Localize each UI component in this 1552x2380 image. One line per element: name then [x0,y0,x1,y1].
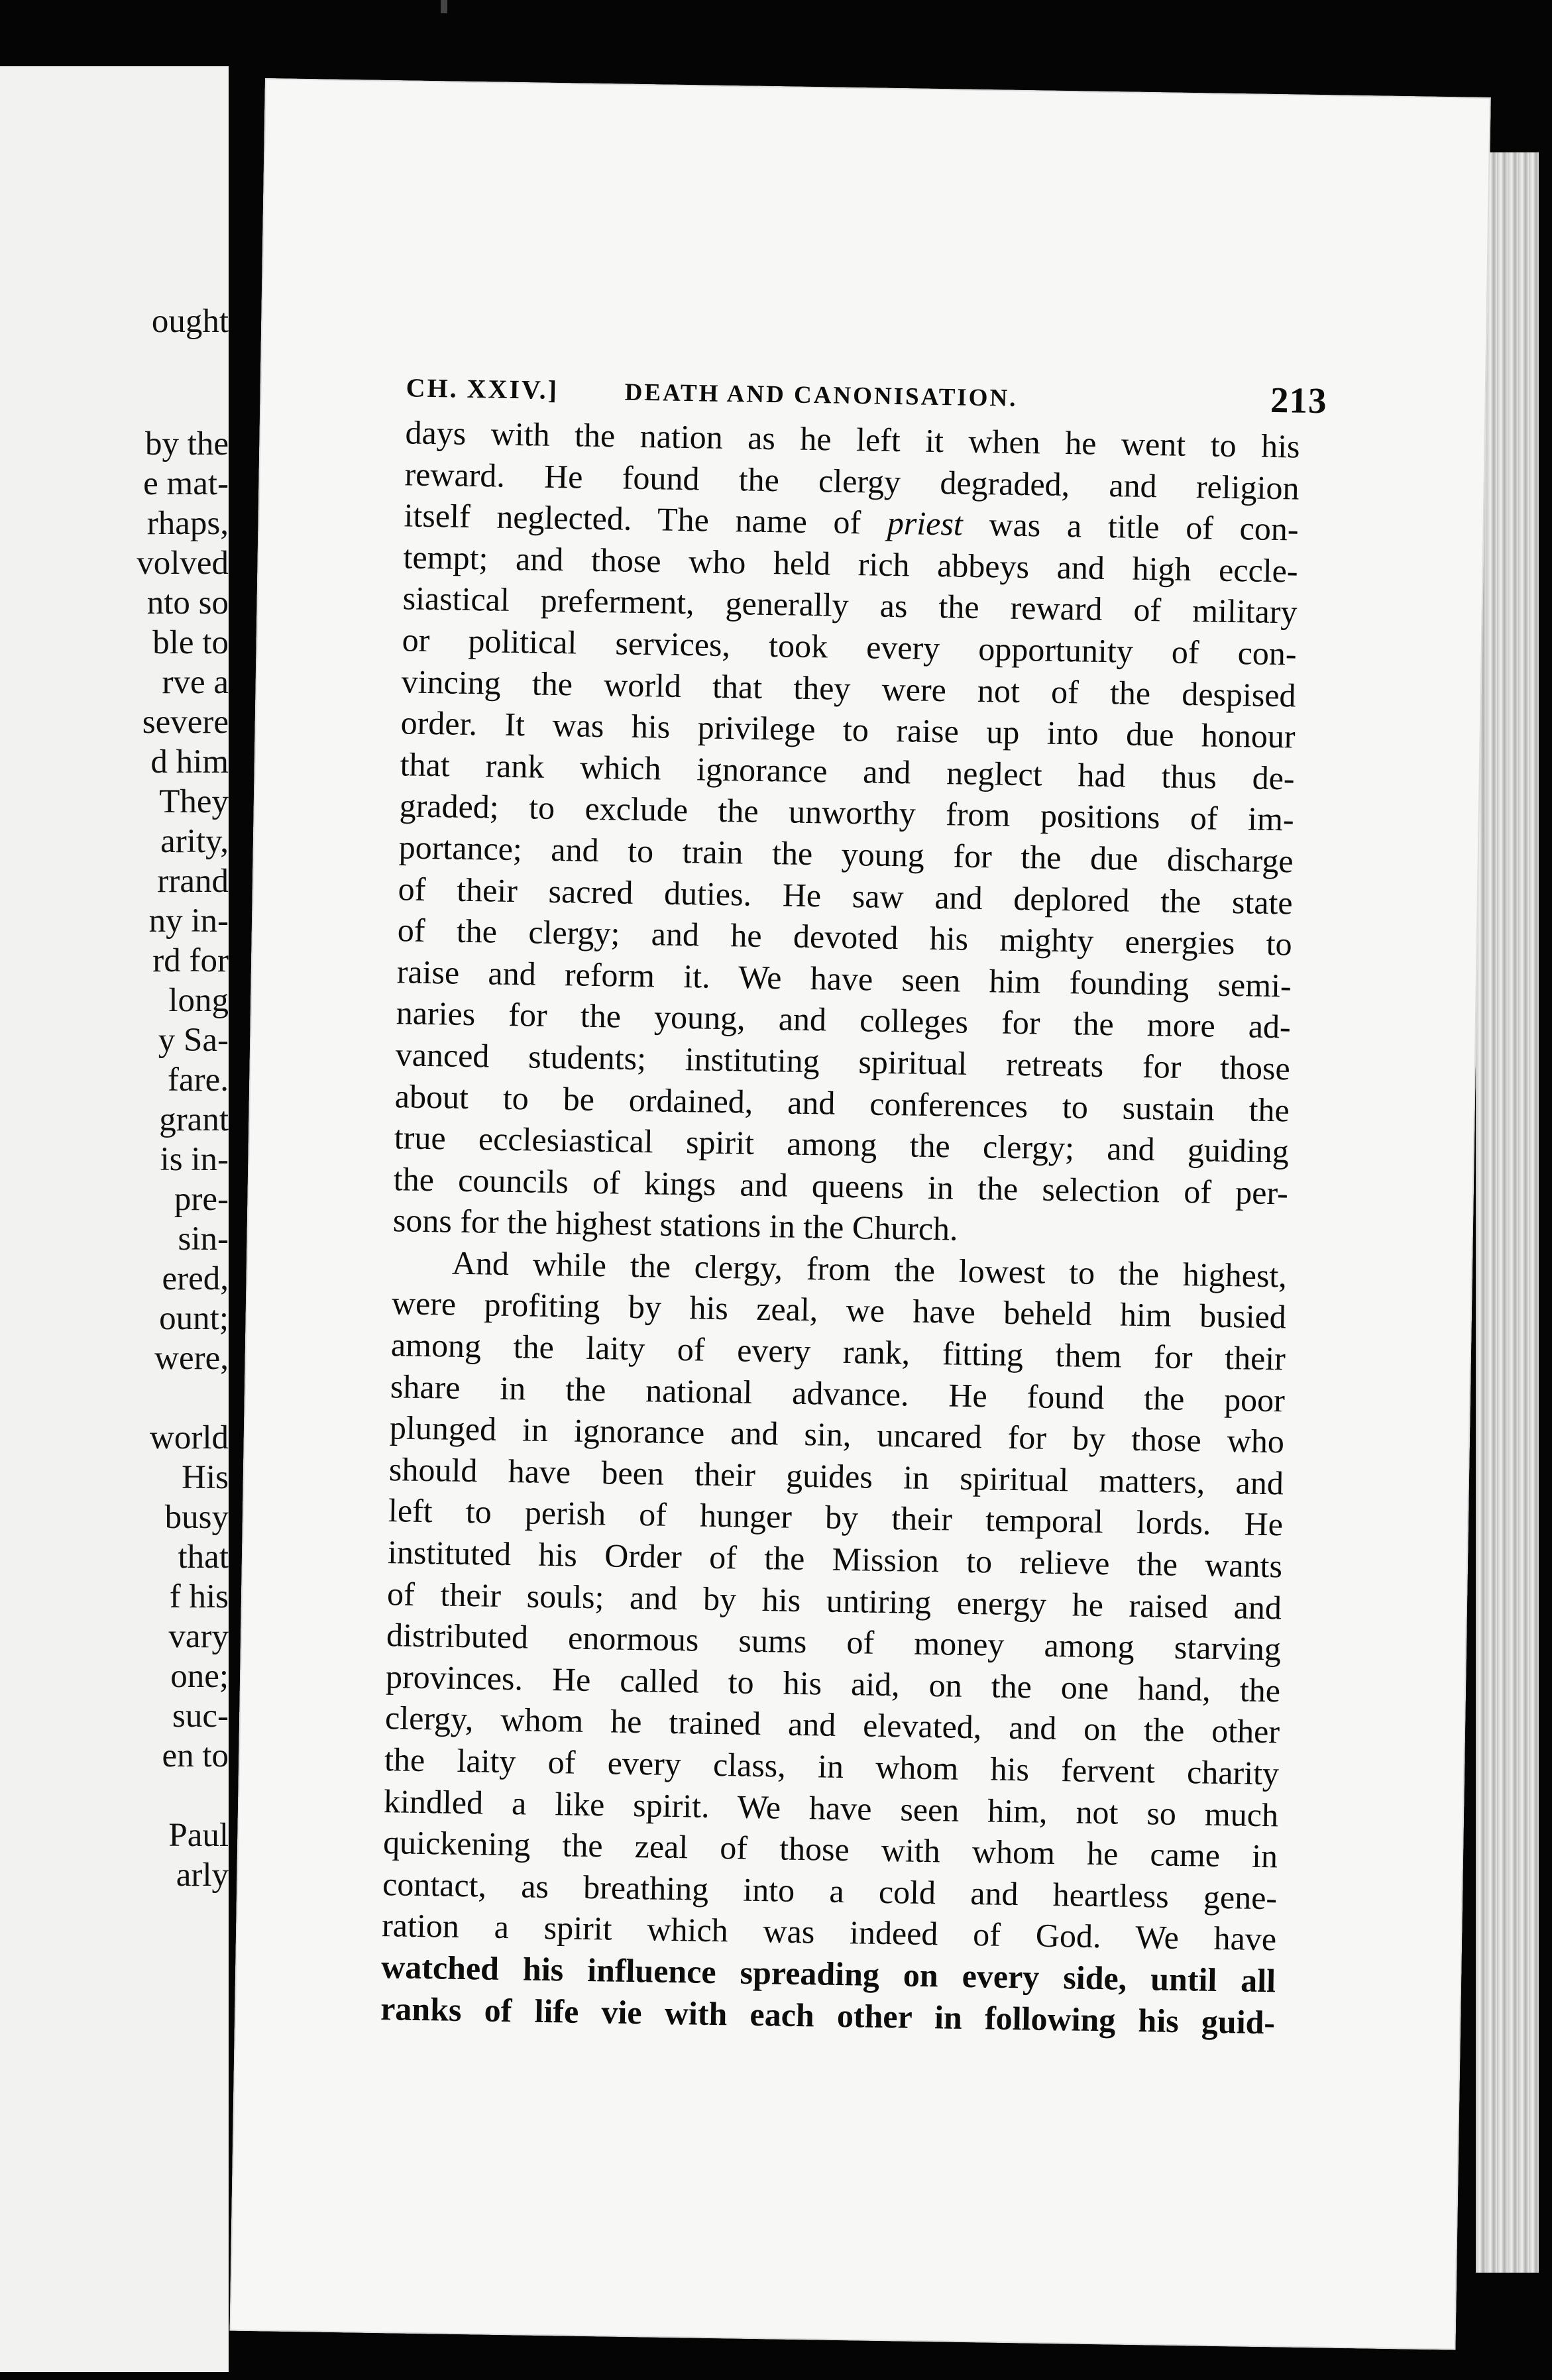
left-page-text-fragment: rrand [157,863,229,900]
text-line: graded; to exclude the unworthy from positions of im- [399,786,1295,838]
text-line: instituted his Order of the Mission to relieve the wants [387,1533,1283,1585]
italic-word: priest [887,504,964,543]
text-segment: itself neglected. The name of [404,496,861,541]
text-line: naries for the young, and colleges for the more ad- [396,994,1292,1046]
text-line: should have been their guides in spiritual matters, and [388,1450,1284,1502]
left-page-text-fragment: were, [154,1340,229,1377]
text-line: vanced students; instituting spiritual retreats for those [395,1036,1291,1087]
text-line: days with the nation as he left it when he went to his [405,413,1300,465]
text-line: of their sacred duties. He saw and deplored the state [398,869,1294,922]
left-page-text-fragment: Paul [168,1817,229,1854]
left-page-text-fragment: His [182,1459,229,1496]
left-page-text-fragment: vary [168,1618,229,1655]
text-line: or political services, took every opportunity of con- [402,621,1297,673]
running-title: DEATH AND CANONISATION. [624,378,1018,412]
left-page-text-fragment: suc- [172,1698,229,1735]
paragraph-1 [392,411,1300,1255]
left-page-text-fragment: e mat- [143,465,229,502]
text-line: watched his influence spreading on every side, until all [380,1948,1276,2000]
page-number: 213 [1270,379,1328,421]
left-page-text-fragment: rd for [152,942,229,979]
left-facing-page [0,66,229,2372]
text-line: clergy, whom he trained and elevated, and on the other [384,1699,1280,1751]
text-segment: was a title of con- [989,506,1299,548]
text-line: of their souls; and by his untiring energy he raised and [386,1574,1282,1627]
left-page-text-fragment: y Sa- [158,1022,229,1059]
text-line: vincing the world that they were not of the despised [401,662,1297,714]
text-line: were profiting by his zeal, we have beheld him busied [391,1284,1287,1336]
text-line: quickening the zeal of those with whom he came in [382,1823,1278,1875]
left-page-text-fragment: arly [176,1857,229,1894]
text-line: distributed enormous sums of money among starving [386,1616,1282,1668]
left-page-text-fragment: fare. [168,1061,229,1099]
left-page-text-fragment: ount; [159,1300,229,1337]
left-page-text-fragment: ny in- [148,902,229,940]
text-line: reward. He found the clergy degraded, and religion [404,455,1300,507]
left-page-text-fragment: one; [170,1658,229,1695]
text-line: the laity of every class, in whom his fervent charity [384,1741,1280,1792]
page-edges [1476,152,1539,2273]
text-line: ranks of life vie with each other in following his guid- [380,1989,1276,2041]
left-page-text-fragment: long [168,982,229,1019]
left-page-text-fragment: by the [144,425,229,462]
text-line: raise and reform it. We have seen him founding semi- [396,953,1292,1004]
text-line: ration a spirit which was indeed of God. We have [381,1906,1277,1958]
left-page-text-fragment: is in- [160,1141,229,1178]
text-line: of the clergy; and he devoted his mighty energies to [397,911,1293,963]
left-page-text-fragment: arity, [160,823,229,860]
chapter-reference: CH. XXIV.] [406,372,559,406]
page-content [380,365,1328,2043]
left-page-text-fragment: rve a [162,664,229,701]
left-page-text-fragment: pre- [174,1181,229,1218]
left-page-text-fragment: severe [142,704,229,741]
text-line: provinces. He called to his aid, on the one hand, the [385,1657,1281,1709]
text-line: the councils of kings and queens in the selection of per- [393,1160,1289,1212]
text-line: plunged in ignorance and sin, uncared for by those who [389,1409,1285,1460]
text-line: left to perish of hunger by their temporal lords. He [388,1491,1284,1543]
text-line: contact, as breathing into a cold and heartless gene- [382,1865,1278,1917]
left-page-text-fragment: sin- [178,1220,229,1258]
left-page-text-fragment: that [178,1539,229,1576]
left-page-text-fragment: nto so [146,584,229,622]
left-page-text-fragment: ble to [152,624,229,661]
text-line: portance; and to train the young for the due discharge [398,828,1294,880]
left-page-text-fragment: ered, [162,1260,229,1297]
text-line: kindled a like spirit. We have seen him, not so much [383,1782,1279,1833]
text-line: share in the national advance. He found the poor [390,1367,1286,1419]
left-page-text-fragment: ought [151,303,229,340]
right-page [230,78,1491,2350]
text-line: true ecclesiastical spirit among the clergy; and guiding [394,1118,1290,1170]
text-line: tempt; and those who held rich abbeys and high eccle- [403,538,1298,590]
text-line: about to be ordained, and conferences to sustain the [394,1077,1290,1128]
left-page-text-fragment: They [159,783,229,820]
text-line: that rank which ignorance and neglect had thus de- [400,745,1296,797]
left-page-text-fragment: world [150,1419,229,1456]
left-page-text-fragment: f his [169,1578,229,1615]
left-page-text-fragment: d him [150,743,229,781]
left-page-text-fragment: busy [164,1499,229,1536]
text-line: And while the clergy, from the lowest to the highest, [451,1244,1288,1295]
paragraph-2 [380,1241,1288,2043]
left-page-text-fragment: en to [162,1737,229,1774]
text-line: sons for the highest stations in the Church. [392,1201,958,1248]
left-page-text-fragment: volved [137,545,229,582]
scan-artifact-mark [441,0,447,13]
text-line: siastical preferment, generally as the reward of military [402,579,1298,631]
left-page-text-fragment: grant [159,1101,229,1138]
text-line: among the laity of every rank, fitting them for their [390,1326,1286,1378]
text-line: order. It was his privilege to raise up into due honour [400,704,1296,755]
left-page-text-fragment: rhaps, [146,505,229,542]
